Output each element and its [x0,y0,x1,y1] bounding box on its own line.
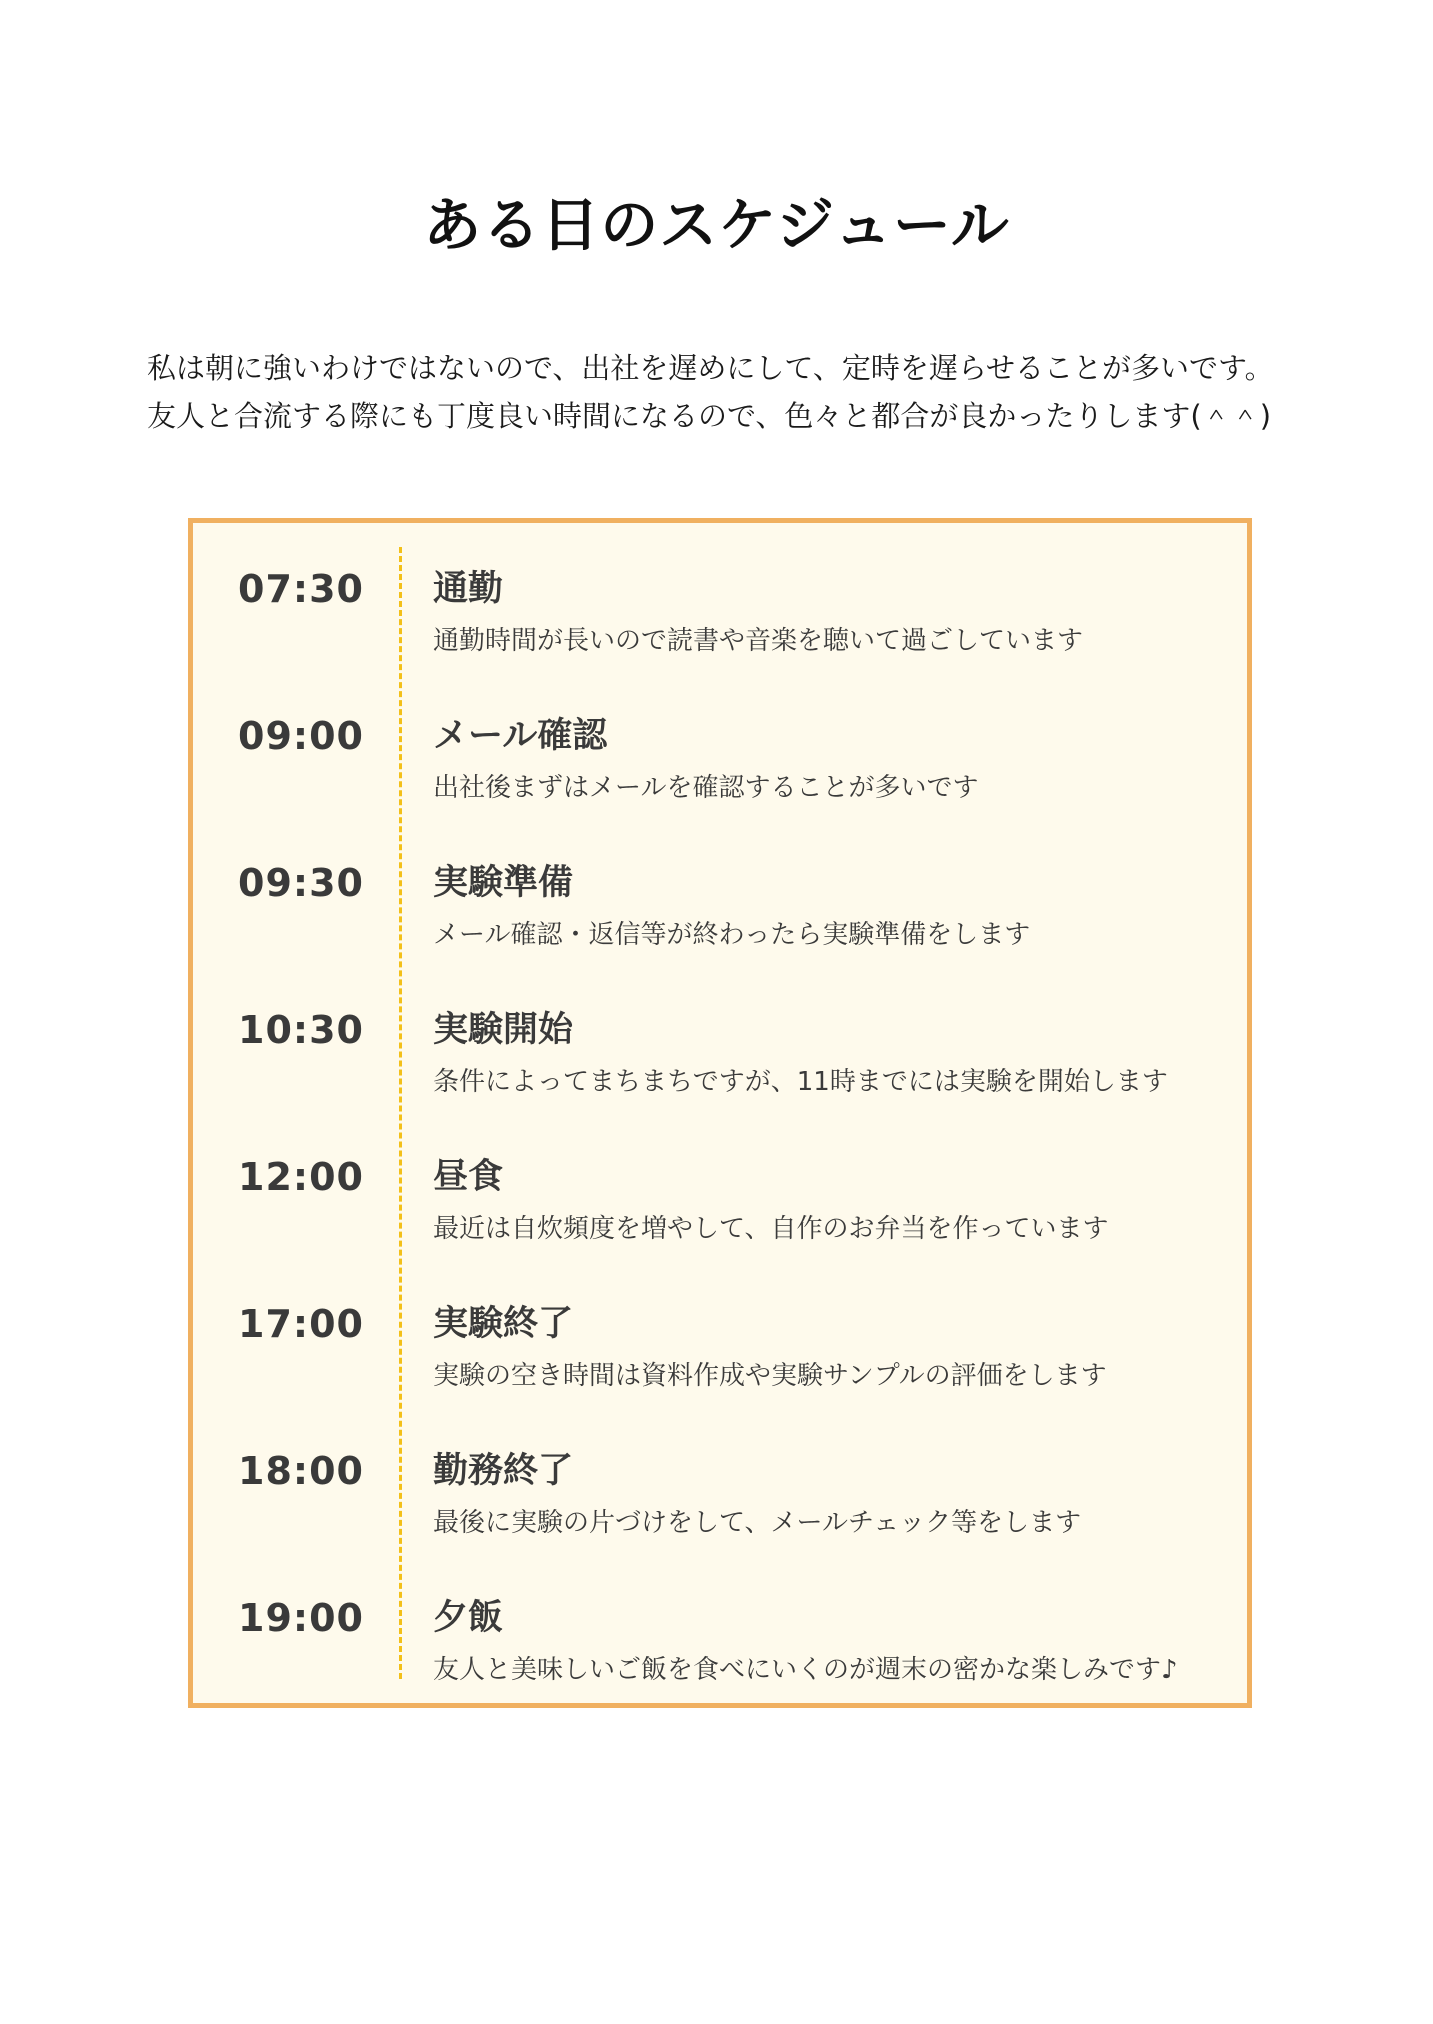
entry-time: 19:00 [238,1596,364,1640]
entry-description: 通勤時間が長いので読書や音楽を聴いて過ごしています [433,626,1084,656]
entry-time: 10:30 [238,1008,364,1052]
schedule-entry [193,1426,1247,1573]
entry-time: 12:00 [238,1155,364,1199]
entry-time: 07:30 [238,567,364,611]
schedule-box [188,518,1252,1708]
intro-line-1: 私は朝に強いわけではないので、出社を遅めにして、定時を遅らせることが多いです。 [147,351,1274,385]
entry-title: 勤務終了 [433,1451,574,1491]
schedule-entry [193,544,1247,691]
entry-time: 18:00 [238,1449,364,1493]
entry-time: 09:30 [238,861,364,905]
intro-text [147,344,1297,440]
entry-time: 17:00 [238,1302,364,1346]
schedule-entry [193,1132,1247,1279]
entry-description: メール確認・返信等が終わったら実験準備をします [433,920,1031,950]
schedule-entry [193,1573,1247,1720]
entry-description: 実験の空き時間は資料作成や実験サンプルの評価をします [433,1361,1107,1391]
schedule-entry [193,985,1247,1132]
schedule-entry [193,1279,1247,1426]
entry-title: 通勤 [433,569,504,609]
schedule-entry [193,691,1247,838]
schedule-entry [193,838,1247,985]
entry-description: 最近は自炊頻度を増やして、自作のお弁当を作っています [433,1214,1109,1244]
entry-title: メール確認 [433,716,608,756]
entry-description: 友人と美味しいご飯を食べにいくのが週末の密かな楽しみです♪ [433,1655,1178,1685]
entry-title: 夕飯 [433,1598,504,1638]
entry-title: 実験開始 [433,1010,574,1050]
entry-description: 条件によってまちまちですが、11時までには実験を開始します [433,1067,1168,1097]
entry-time: 09:00 [238,714,364,758]
entry-description: 出社後まずはメールを確認することが多いです [433,773,979,803]
intro-line-2: 友人と合流する際にも丁度良い時間になるので、色々と都合が良かったりします(＾＾) [147,399,1272,433]
entry-title: 実験終了 [433,1304,574,1344]
entry-title: 実験準備 [433,863,574,903]
entry-description: 最後に実験の片づけをして、メールチェック等をします [433,1508,1082,1538]
entry-title: 昼食 [433,1157,504,1197]
page-title: ある日のスケジュール [423,191,1010,259]
